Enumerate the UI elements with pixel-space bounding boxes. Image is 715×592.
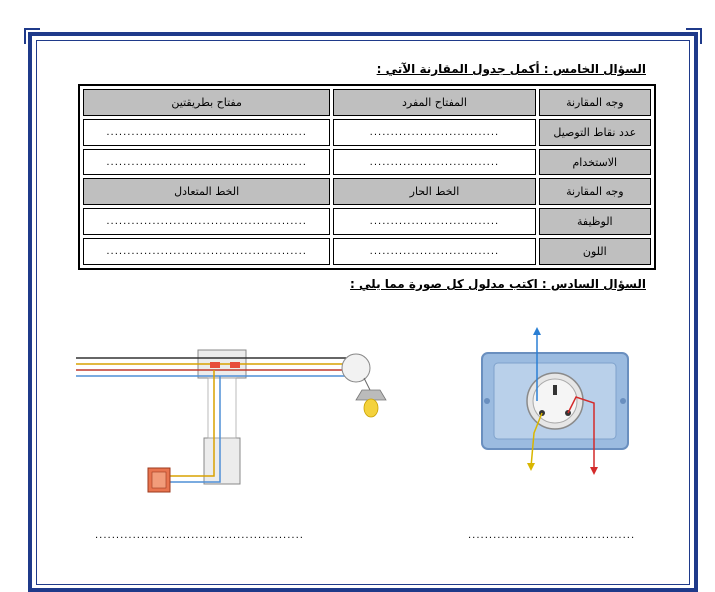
row-label-cell: اللون: [539, 238, 651, 265]
table-header-row: [83, 89, 651, 116]
border-corner-ornament: [24, 28, 40, 44]
row-label-cell: الوظيفة: [539, 208, 651, 235]
comparison-table: [78, 84, 656, 270]
table-row: [83, 208, 651, 235]
answer-blank-cell[interactable]: ...............................: [333, 208, 535, 235]
socket-diagram-figure: [476, 325, 636, 475]
answer-blank-left[interactable]: ..................................................: [95, 530, 304, 541]
table-header-cell: مفتاح بطريقتين: [83, 89, 330, 116]
answer-blank-cell[interactable]: ................................................: [83, 208, 330, 235]
table-row: [83, 238, 651, 265]
answer-blank-cell[interactable]: ................................................: [83, 149, 330, 176]
table-header-row: [83, 178, 651, 205]
table-header-cell: المفتاح المفرد: [333, 89, 535, 116]
question-6-title: السؤال السادس : اكتب مدلول كل صورة مما يلي :: [350, 277, 646, 291]
answer-blank-cell[interactable]: ...............................: [333, 119, 535, 146]
answer-blank-cell[interactable]: ...............................: [333, 149, 535, 176]
table-row: [83, 119, 651, 146]
table-header-cell: وجه المقارنة: [539, 178, 651, 205]
answer-blank-cell[interactable]: ................................................: [83, 119, 330, 146]
answer-blank-right[interactable]: ........................................: [468, 530, 636, 541]
row-label-cell: الاستخدام: [539, 149, 651, 176]
answer-blank-cell[interactable]: ................................................: [83, 238, 330, 265]
table-row: [83, 149, 651, 176]
row-label-cell: عدد نقاط التوصيل: [539, 119, 651, 146]
border-corner-ornament: [686, 28, 702, 44]
answer-blank-cell[interactable]: ...............................: [333, 238, 535, 265]
table-header-cell: الخط الحار: [333, 178, 535, 205]
table-header-cell: وجه المقارنة: [539, 89, 651, 116]
wiring-diagram-figure: [68, 338, 413, 498]
question-5-title: السؤال الخامس : أكمل جدول المقارنة الآتي :: [376, 62, 646, 76]
table-header-cell: الخط المتعادل: [83, 178, 330, 205]
